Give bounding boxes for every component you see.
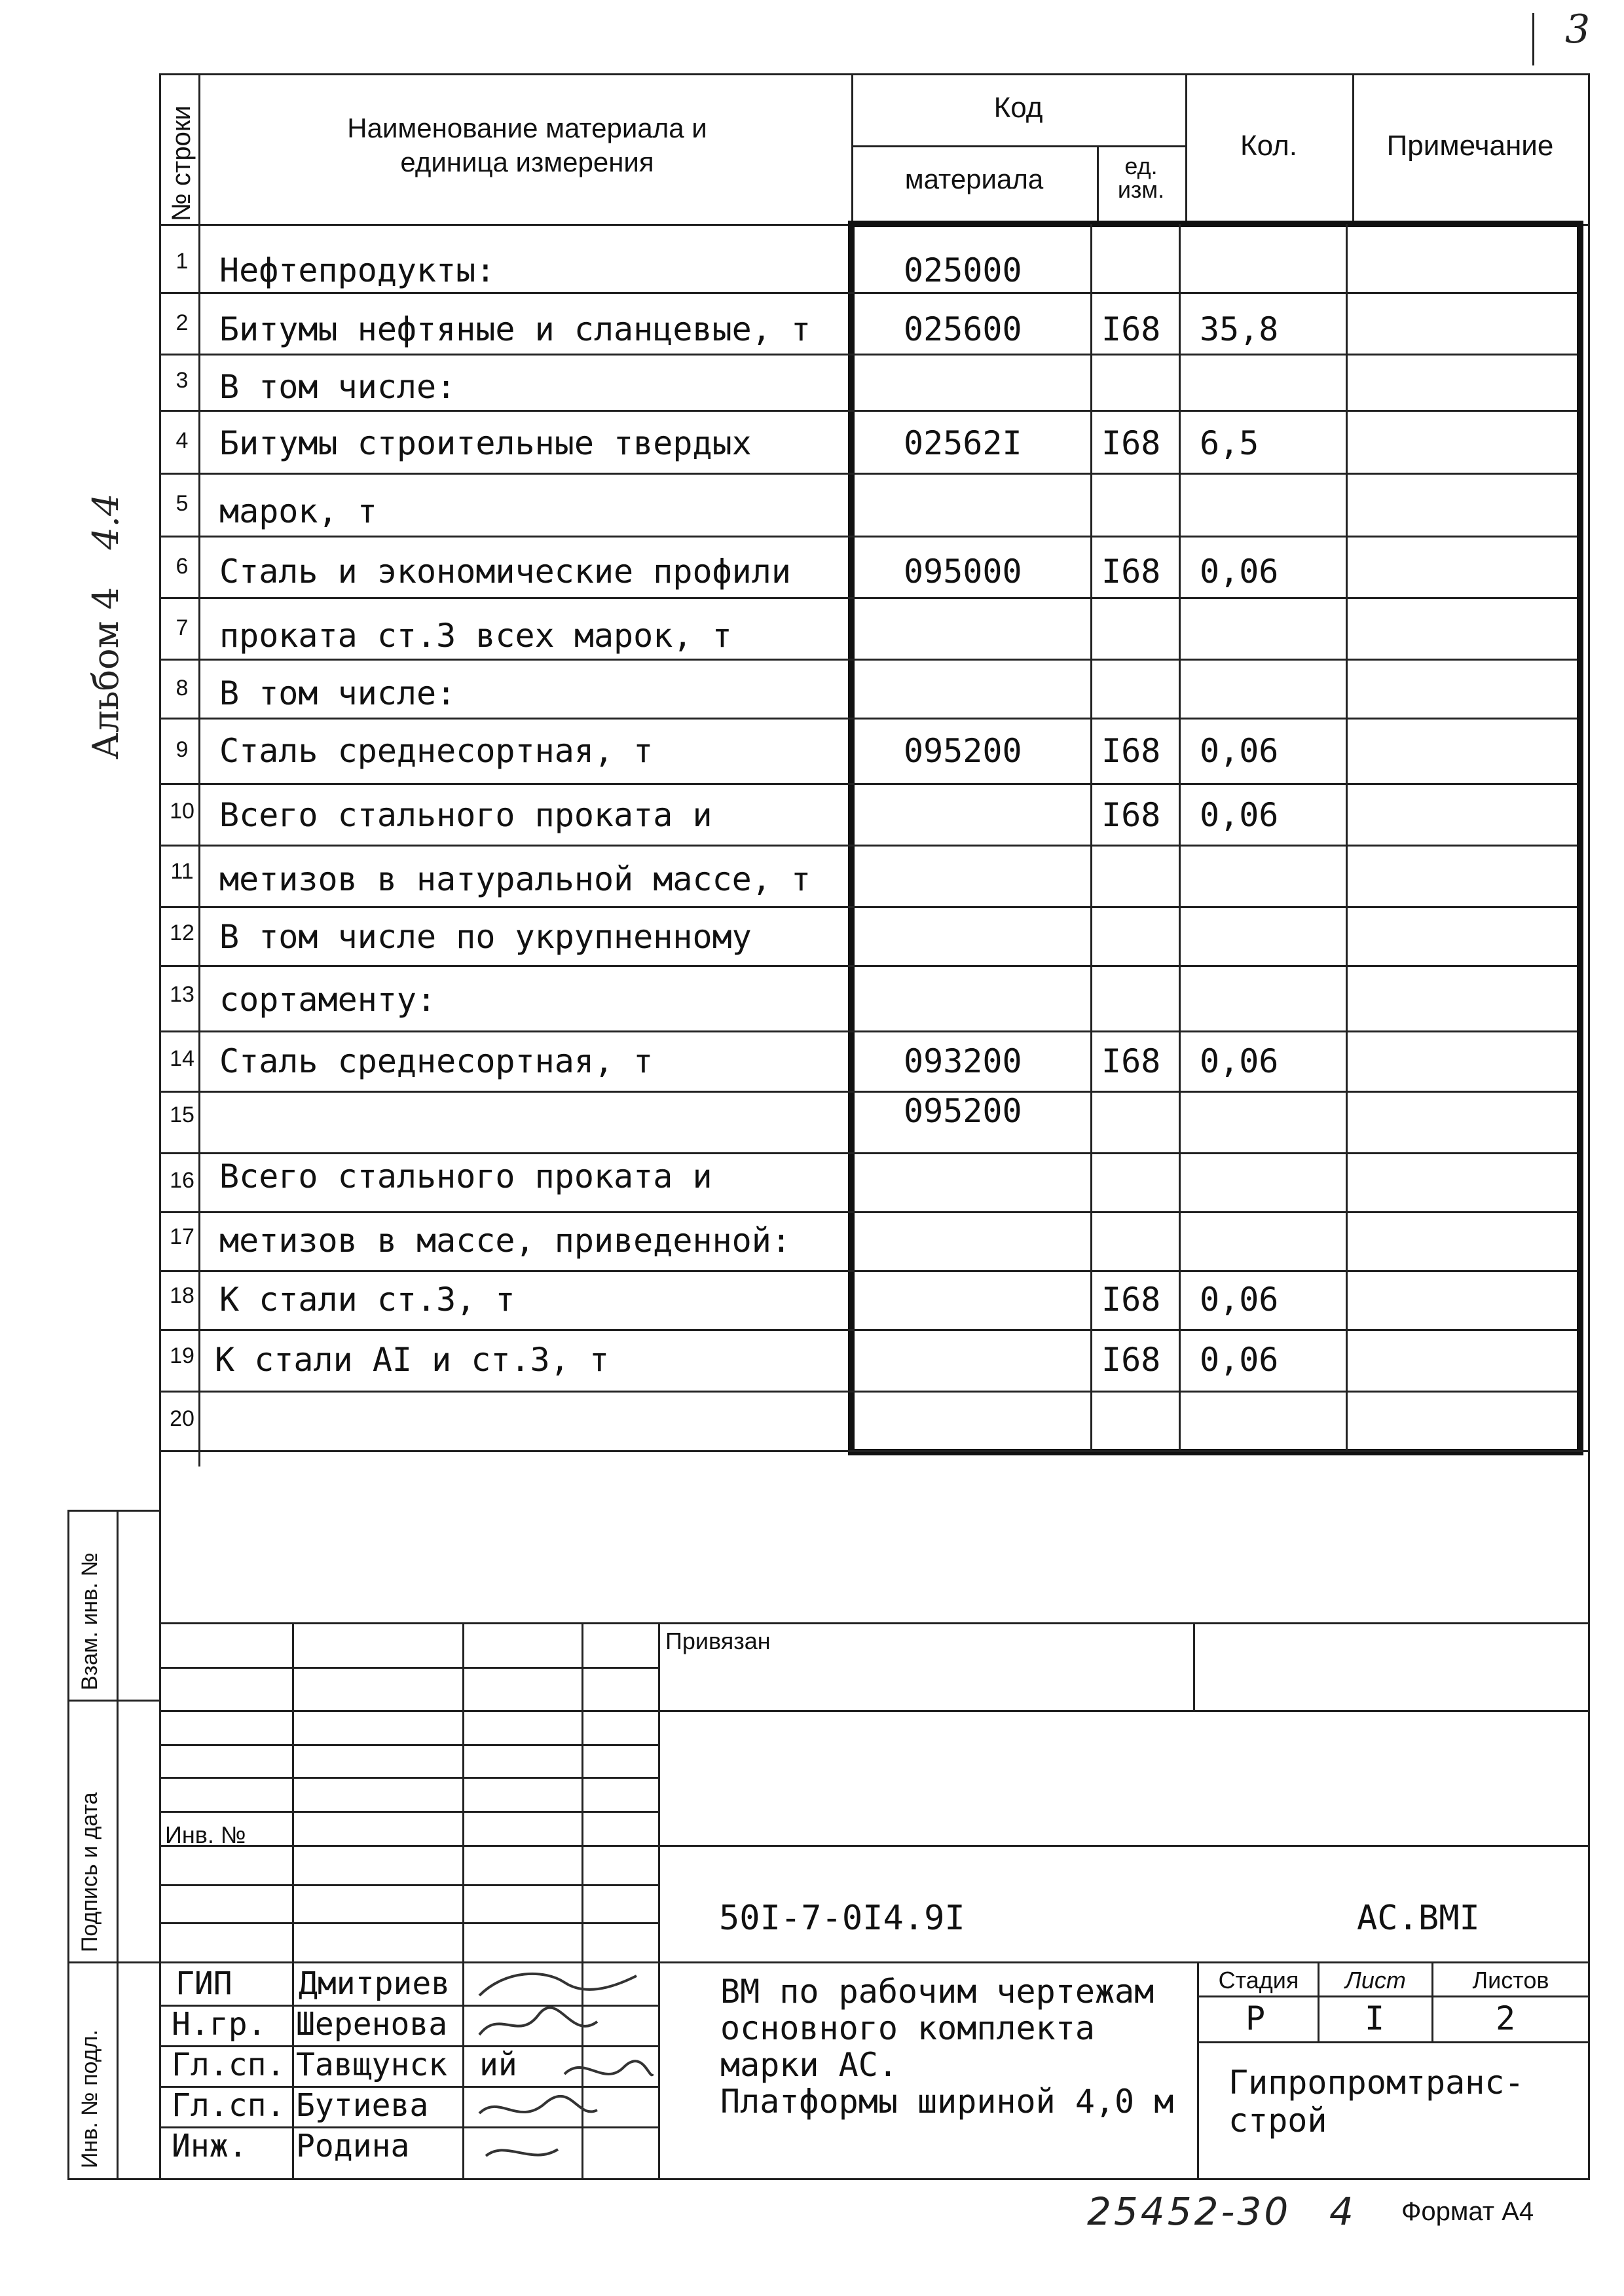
row-unit: I68	[1101, 796, 1161, 834]
row-line	[159, 597, 1577, 599]
tb-mark: АС.ВМI	[1357, 1899, 1480, 1938]
row-name: Сталь и экономические профили	[219, 553, 791, 591]
tb-title-line: марки АС.	[720, 2046, 898, 2084]
row-line	[159, 410, 1577, 412]
tb-sheets-label: Листов	[1472, 1967, 1549, 1994]
tb-signer-name: Родина	[296, 2128, 410, 2164]
row-number: 20	[170, 1406, 194, 1431]
row-unit: I68	[1101, 1281, 1161, 1319]
row-code: 025600	[904, 310, 1022, 348]
tb-row-line	[159, 1667, 660, 1669]
row-name: Сталь среднесортная, т	[219, 1042, 654, 1080]
row-number: 4	[175, 428, 189, 453]
row-unit: I68	[1101, 310, 1161, 348]
tb-signer-role: Н.гр.	[172, 2006, 267, 2043]
tb-signer-name: Бутиева	[296, 2087, 429, 2124]
tb-bottom-line	[159, 2178, 1590, 2180]
row-line	[159, 1152, 1577, 1154]
side-line	[67, 1961, 159, 1963]
footer-handwritten-number: 25452-30	[1087, 2189, 1291, 2234]
row-qty: 0,06	[1200, 1281, 1279, 1319]
side-label-podpis: Подпись и дата	[77, 1792, 102, 1952]
header-row-no: № строки	[167, 105, 196, 221]
header-code-material: материала	[904, 164, 1044, 194]
tb-row-line	[159, 1710, 1590, 1712]
row-code: 095200	[904, 732, 1022, 770]
row-name: К стали ст.3, т	[219, 1281, 515, 1319]
row-number: 19	[170, 1343, 194, 1368]
tb-stage: Р	[1246, 1999, 1266, 2037]
row-line	[159, 906, 1577, 908]
row-name: марок, т	[219, 492, 377, 530]
row-code: 025000	[904, 251, 1022, 289]
row-name: Всего стального проката и	[219, 1157, 712, 1195]
tb-privyazan-line	[1193, 1622, 1195, 1711]
row-code: 095200	[904, 1092, 1022, 1130]
row-qty: 0,06	[1200, 553, 1279, 591]
row-line	[159, 1270, 1577, 1272]
table-bottom-line	[159, 1450, 1590, 1452]
tb-signer-role: Гл.сп.	[172, 2047, 286, 2083]
row-qty: 0,06	[1200, 1042, 1279, 1080]
tb-stage-row-line	[1197, 1995, 1590, 1997]
row-line	[159, 845, 1577, 847]
tb-top-line	[159, 1622, 1590, 1624]
header-note: Примечание	[1386, 130, 1554, 162]
row-name: сортаменту:	[219, 981, 437, 1019]
header-name-line1: Наименование материала и	[347, 113, 707, 143]
row-number: 11	[170, 859, 194, 884]
tb-signer-name: Тавщунск	[296, 2047, 448, 2083]
tb-signer-role: Инж.	[172, 2128, 248, 2164]
footer-handwritten-sheet: 4	[1329, 2189, 1354, 2234]
side-top-line	[67, 1510, 159, 1512]
tb-col-line	[658, 1622, 660, 2180]
header-code-unit-line1: ед.	[1124, 153, 1158, 179]
tb-title	[720, 1973, 1173, 2120]
note-col-line-body	[1346, 224, 1348, 1452]
row-line	[159, 1211, 1577, 1213]
row-line	[159, 718, 1577, 720]
row-name: Битумы нефтяные и сланцевые, т	[219, 310, 811, 348]
row-name: проката ст.3 всех марок, т	[219, 617, 732, 655]
row-name: Битумы строительные твердых	[219, 424, 752, 462]
row-name: Нефтепродукты:	[219, 251, 496, 289]
page-number-bar	[1532, 13, 1534, 65]
row-number: 3	[175, 368, 189, 393]
row-line	[159, 783, 1577, 785]
tb-row-line	[159, 1744, 660, 1746]
tb-row-line	[159, 1961, 1590, 1963]
tb-stage-row-line	[1197, 2041, 1590, 2043]
row-qty: 0,06	[1200, 1341, 1279, 1379]
tb-org-line1: Гипропромтранс-	[1228, 2064, 1524, 2102]
tb-signer-name: Дмитриев	[299, 1965, 451, 2002]
row-number: 17	[170, 1224, 194, 1249]
row-unit: I68	[1101, 732, 1161, 770]
tb-inv-no: Инв. №	[165, 1821, 246, 1848]
row-line	[159, 659, 1577, 661]
row-line	[159, 473, 1577, 475]
row-qty: 0,06	[1200, 796, 1279, 834]
row-number: 18	[170, 1283, 194, 1308]
album-handwritten: 4.4	[85, 493, 126, 550]
row-line	[159, 1030, 1577, 1032]
header-name-line2: единица измерения	[400, 147, 654, 177]
row-number: 9	[175, 737, 189, 762]
row-number: 14	[170, 1046, 194, 1071]
tb-signer-name: Шеренова	[296, 2006, 448, 2043]
row-number: 13	[170, 982, 194, 1007]
row-qty: 0,06	[1200, 732, 1279, 770]
row-qty: 35,8	[1200, 310, 1279, 348]
row-number: 1	[175, 249, 189, 274]
album-label-text: Альбом 4	[85, 587, 126, 759]
tb-stage-label: Стадия	[1218, 1967, 1299, 1994]
row-number: 16	[170, 1168, 194, 1193]
row-unit: I68	[1101, 424, 1161, 462]
row-number: 15	[170, 1102, 194, 1127]
side-inner-line	[117, 1510, 119, 2180]
tb-col-line	[292, 1622, 294, 2180]
tb-org-line2: строй	[1228, 2102, 1327, 2140]
row-unit: I68	[1101, 1042, 1161, 1080]
row-name: К стали АI и ст.3, т	[215, 1341, 610, 1379]
row-qty: 6,5	[1200, 424, 1259, 462]
tb-title-line: Платформы шириной 4,0 м	[720, 2083, 1174, 2121]
row-name: метизов в массе, приведенной:	[219, 1222, 791, 1260]
frame-left-line	[159, 73, 161, 2180]
row-code: 093200	[904, 1042, 1022, 1080]
tb-sheet: I	[1365, 1999, 1385, 2037]
tb-privyazan: Привязан	[665, 1628, 771, 1654]
row-number: 2	[175, 310, 189, 335]
row-code: 02562I	[904, 424, 1022, 462]
page-number: 3	[1565, 7, 1591, 52]
tb-stage-left-line	[1197, 1961, 1199, 2180]
row-line	[159, 965, 1577, 967]
tb-row-line	[159, 1811, 660, 1813]
body-frame-right	[1577, 221, 1583, 1455]
frame-right-line	[1588, 73, 1590, 2180]
header-qty: Кол.	[1240, 130, 1298, 162]
tb-row-line	[159, 1777, 660, 1779]
code-sub-line	[851, 145, 1185, 147]
row-name: Сталь среднесортная, т	[219, 732, 654, 770]
tb-signer-role: Гл.сп.	[172, 2087, 286, 2124]
side-left-line	[67, 1510, 69, 2180]
signature-scribbles	[466, 1963, 656, 2178]
row-name: В том числе:	[219, 674, 456, 712]
header-name	[203, 111, 851, 179]
table-top-line	[159, 73, 1590, 75]
side-label-inv-podl: Инв. № подл.	[77, 2030, 102, 2168]
qty-col-line-body	[1179, 224, 1181, 1452]
row-name: В том числе:	[219, 368, 456, 406]
unit-col-line	[1090, 224, 1092, 1452]
header-code-unit-line2: изм.	[1117, 176, 1165, 203]
tb-row-line	[159, 1845, 1590, 1847]
row-line	[159, 1329, 1577, 1331]
row-unit: I68	[1101, 553, 1161, 591]
body-frame-top	[848, 221, 1583, 227]
row-unit: I68	[1101, 1341, 1161, 1379]
header-code-unit	[1097, 155, 1185, 202]
tb-signer-role: ГИП	[175, 1965, 232, 2002]
tb-title-line: ВМ по рабочим чертежам	[720, 1973, 1154, 2011]
tb-org	[1228, 2064, 1524, 2140]
row-number: 10	[170, 799, 194, 824]
row-number: 5	[175, 491, 189, 516]
side-label-vzam: Взам. инв. №	[77, 1552, 102, 1690]
row-number: 7	[175, 615, 189, 640]
tb-signer-suffix: ий	[479, 2047, 517, 2083]
tb-sheets: 2	[1496, 1999, 1516, 2037]
tb-title-line: основного комплекта	[720, 2009, 1095, 2047]
row-line	[159, 536, 1577, 538]
tb-sheet-label: Лист	[1345, 1967, 1406, 1994]
footer-format: Формат А4	[1401, 2197, 1534, 2226]
tb-doc-code: 50I-7-0I4.9I	[719, 1899, 965, 1938]
row-number: 6	[175, 554, 189, 579]
row-code: 095000	[904, 553, 1022, 591]
row-line	[159, 1391, 1577, 1393]
row-name: метизов в натуральной массе, т	[219, 860, 811, 898]
row-number: 12	[170, 920, 194, 945]
row-name: Всего стального проката и	[219, 796, 712, 834]
row-line	[159, 292, 1577, 294]
row-name: В том числе по укрупненному	[219, 918, 752, 956]
tb-row-line	[159, 1884, 660, 1886]
rownum-col-line	[198, 73, 200, 1467]
tb-col-line	[462, 1622, 464, 2180]
tb-row-line	[159, 1922, 660, 1924]
row-number: 8	[175, 676, 189, 701]
row-line	[159, 354, 1577, 355]
row-line	[159, 1091, 1577, 1093]
album-label	[85, 494, 126, 759]
header-code: Код	[993, 92, 1043, 124]
side-line	[67, 1700, 159, 1702]
